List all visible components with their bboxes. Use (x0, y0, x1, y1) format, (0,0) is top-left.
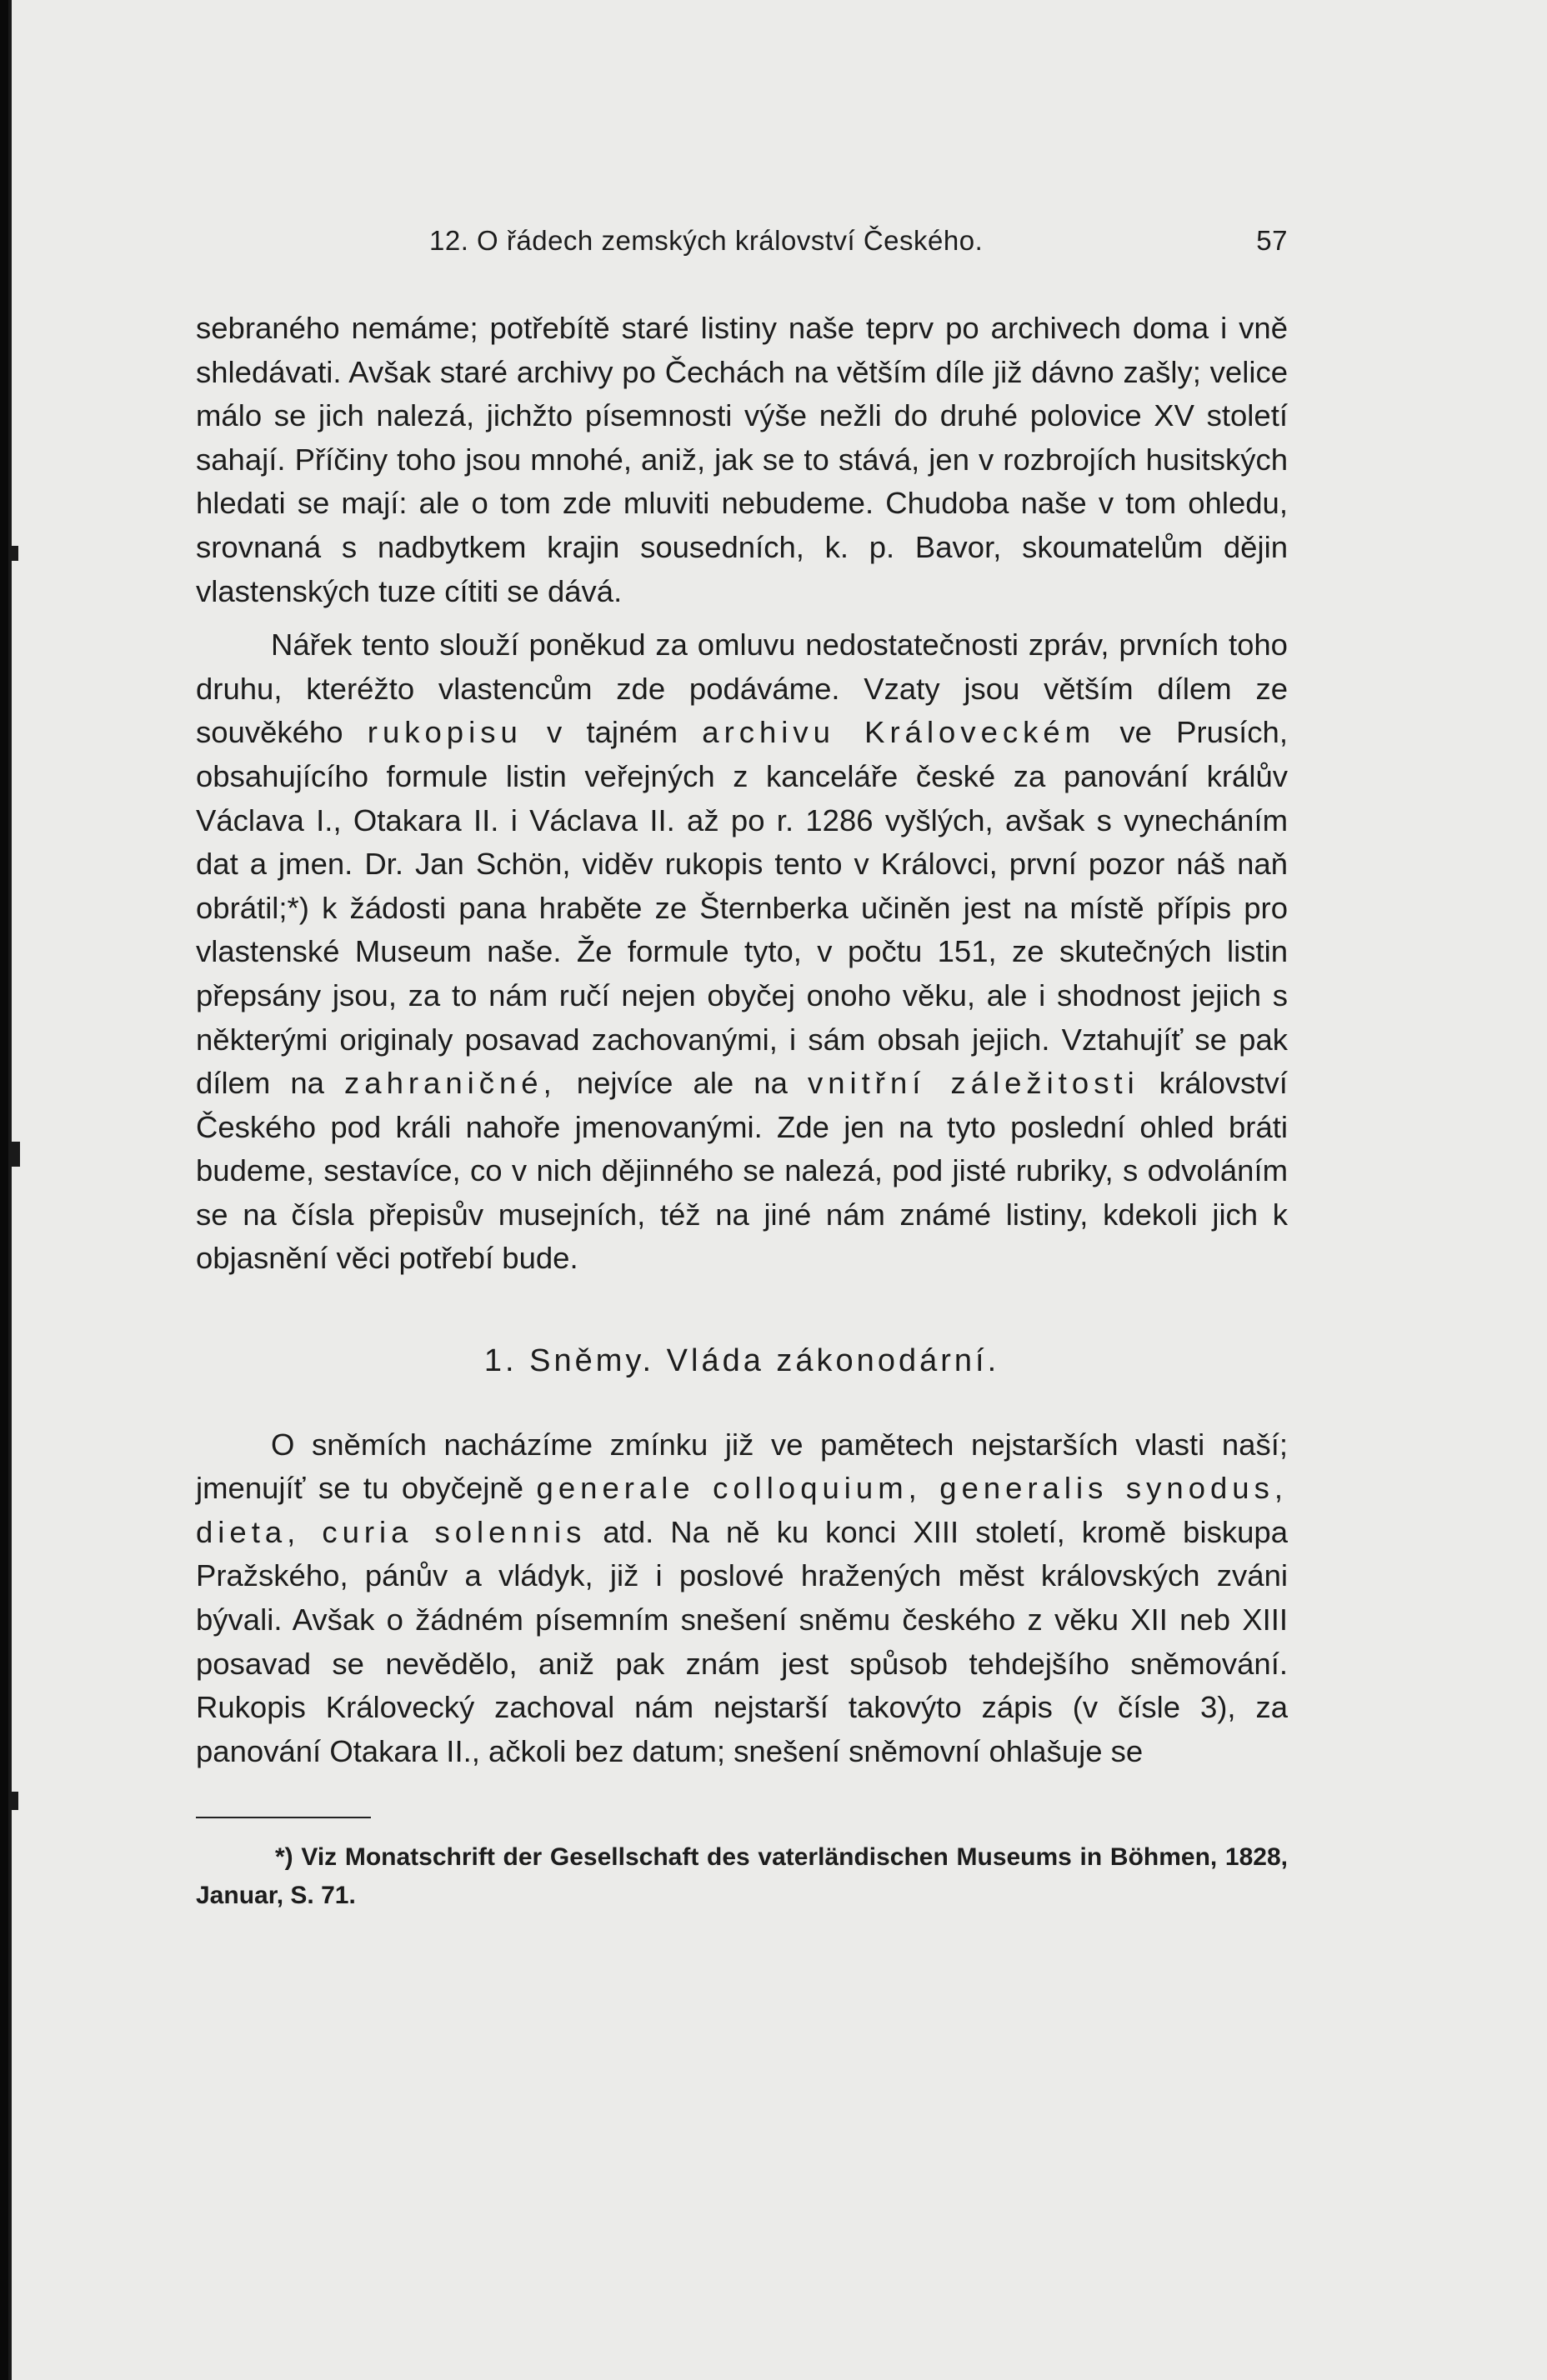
paragraph-3-text: O sněmích nacházíme zmínku již ve pamětech nejstarších vlasti naší; jmenujíť se tu obyčejně (196, 1427, 1288, 1506)
emphasis-zahranicne: zahraničné, (344, 1066, 557, 1101)
emphasis-latin-terms: generale colloquium, generalis synodus, dieta, curia solennis (196, 1471, 1288, 1549)
emphasis-archivu: archivu Královeckém (702, 715, 1096, 750)
paragraph-1: sebraného nemáme; potřebítě staré listiny naše teprv po archivech doma i vně shledávati. Avšak staré archivy po Čechách na větším díle již dávno zašly; velice málo se jich nalezá, jichžto písemnosti výše nežli do druhé polovice XV století sahají. Příčiny toho jsou mnohé, aniž, jak se to stává, jen v rozbrojích husitských hledati se mají: ale o tom zde mluviti nebudeme. Chudoba naše v tom ohledu, srovnaná s nadbytkem krajin sousedních, k. p. Bavor, skoumatelům dějin vlastenských tuze cítiti se dává. (196, 311, 1288, 608)
paragraph-2-text: Nářek tento slouží ponĕkud za omluvu nedostatečnosti zpráv, prvních toho druhu, kteréžto vlastencům zde podáváme. Vzaty jsou větším dílem ze souvěkého (196, 628, 1288, 750)
emphasis-rukopisu: rukopisu (367, 715, 523, 750)
emphasis-vnitrni: vnitřní záležitosti (807, 1066, 1139, 1101)
page-edge-line (8, 0, 12, 2380)
paragraph-3 (196, 1423, 1288, 1774)
binding-mark (8, 546, 18, 561)
paragraph-2-text: v tajném (547, 715, 678, 750)
footnote-rule (196, 1817, 371, 1818)
running-head (196, 225, 1288, 270)
binding-mark (8, 1142, 20, 1167)
footnote: *) Viz Monatschrift der Gesellschaft des vaterländischen Museums in Böhmen, 1828, Januar, S. 71. (196, 1843, 1288, 1910)
paragraph-2-text: království Českého pod králi nahoře jmenovanými. Zde jen na tyto poslední ohled bráti budeme, sestavíce, co v nich dějinného se nalezá, pod jisté rubriky, s odvoláním se na čísla přepisův musejních, též na jiné nám známé listiny, kdekoli jich k objasnění věci potřebí bude. (196, 1066, 1288, 1276)
paragraph-2-text: nejvíce ale na (576, 1066, 788, 1101)
binding-mark (8, 1792, 18, 1810)
paragraph-3-text: atd. Na ně ku konci XIII století, kromě biskupa Pražského, pánův a vládyk, již i poslové hražených měst královských zváni bývali. Avšak o žádném písemním snešení sněmu českého z věku XII neb XIII posavad se nevědělo, aniž pak znám jest spůsob tehdejšího sněmování. Rukopis Královecký zachoval nám nejstarší takovýto zápis (v čísle 3), za panování Otakara II., ačkoli bez datum; snešení sněmovní ohlašuje se (196, 1514, 1288, 1768)
paragraph-2 (196, 623, 1288, 1281)
page-number: 57 (1256, 225, 1288, 256)
book-page (8, 0, 1547, 2380)
section-heading: 1. Sněmy. Vláda zákonodární. (483, 1343, 1000, 1379)
paragraph-2-text: ve Prusích, obsahujícího formule listin veřejných z kanceláře české za panování králův Václava I., Otakara II. i Václava II. až po r. 1286 vyšlých, avšak s vynecháním dat a jmen. Dr. Jan Schön, viděv rukopis tento v Královci, první pozor náš naň obrátil;*) k žádosti pana hraběte ze Šternberka učiněn jest na místě přípis pro vlastenské Museum naše. Že formule tyto, v počtu 151, ze skutečných listin přepsány jsou, za to nám ručí nejen obyčej onoho věku, ale i shodnost jejich s některými originaly posavad zachovanými, i sám obsah jejich. Vztahujíť se pak dílem na (196, 715, 1288, 1101)
main-text (196, 307, 1288, 1773)
running-head-title: 12. O řádech zemských království Českého. (429, 225, 984, 256)
page-content (196, 225, 1288, 1915)
